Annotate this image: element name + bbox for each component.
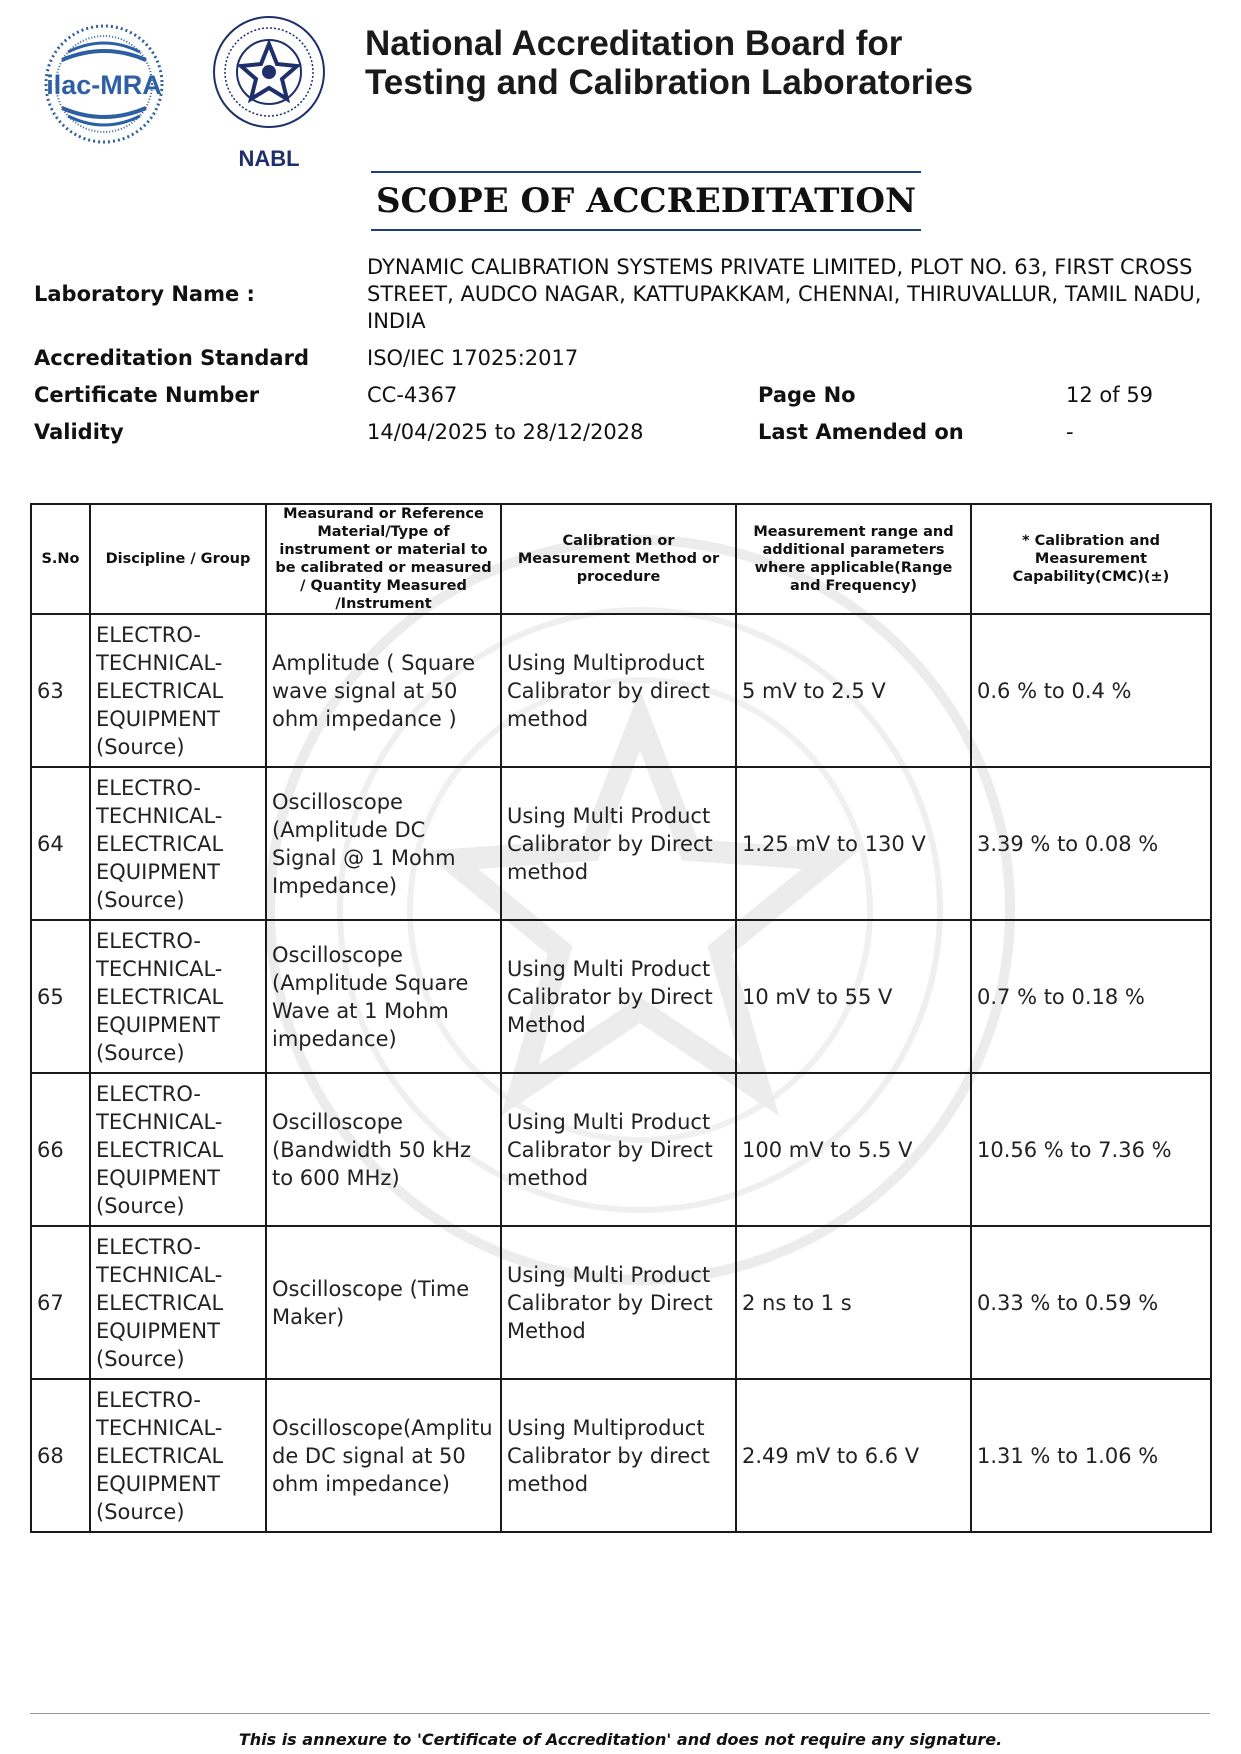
cell-range: 5 mV to 2.5 V	[736, 614, 971, 767]
cell-method: Using Multi Product Calibrator by Direct Method	[501, 920, 736, 1073]
cell-sno: 64	[31, 767, 90, 920]
cell-range: 2.49 mV to 6.6 V	[736, 1379, 971, 1532]
page-number-value: 12 of 59	[1066, 383, 1154, 407]
cell-sno: 67	[31, 1226, 90, 1379]
table-row	[31, 1226, 1211, 1379]
cell-cmc: 0.7 % to 0.18 %	[971, 920, 1211, 1073]
cell-measurand: Oscilloscope (Bandwidth 50 kHz to 600 MHz)	[266, 1073, 501, 1226]
page-number-label: Page No	[758, 383, 856, 407]
last-amended-label: Last Amended on	[758, 420, 964, 444]
nabl-logo	[214, 17, 324, 171]
cell-range: 1.25 mV to 130 V	[736, 767, 971, 920]
cell-sno: 66	[31, 1073, 90, 1226]
cell-measurand: Oscilloscope (Time Maker)	[266, 1226, 501, 1379]
column-header-sno: S.No	[31, 504, 90, 614]
cell-discipline: ELECTRO-TECHNICAL-ELECTRICAL EQUIPMENT (Source)	[90, 1073, 266, 1226]
cell-range: 2 ns to 1 s	[736, 1226, 971, 1379]
accreditation-standard-value: ISO/IEC 17025:2017	[367, 346, 579, 370]
laboratory-name-value	[367, 254, 1217, 335]
cell-cmc: 10.56 % to 7.36 %	[971, 1073, 1211, 1226]
cell-method: Using Multiproduct Calibrator by direct method	[501, 1379, 736, 1532]
table-row	[31, 767, 1211, 920]
nabl-logo-text: NABL	[238, 146, 300, 171]
laboratory-name-line3: INDIA	[367, 309, 426, 333]
cell-method: Using Multi Product Calibrator by Direct Method	[501, 1226, 736, 1379]
cell-cmc: 0.6 % to 0.4 %	[971, 614, 1211, 767]
table-row	[31, 920, 1211, 1073]
cell-method: Using Multi Product Calibrator by Direct method	[501, 767, 736, 920]
validity-value: 14/04/2025 to 28/12/2028	[367, 420, 644, 444]
footer-divider	[30, 1713, 1210, 1714]
table-row	[31, 1073, 1211, 1226]
cell-discipline: ELECTRO-TECHNICAL-ELECTRICAL EQUIPMENT (Source)	[90, 920, 266, 1073]
cell-cmc: 0.33 % to 0.59 %	[971, 1226, 1211, 1379]
cell-cmc: 3.39 % to 0.08 %	[971, 767, 1211, 920]
organization-name-line1: National Accreditation Board for	[365, 24, 903, 63]
cell-discipline: ELECTRO-TECHNICAL-ELECTRICAL EQUIPMENT (Source)	[90, 1226, 266, 1379]
cell-range: 10 mV to 55 V	[736, 920, 971, 1073]
column-header-cmc: * Calibration and Measurement Capability(CMC)(±)	[971, 504, 1211, 614]
page-title: SCOPE OF ACCREDITATION	[371, 171, 921, 231]
column-header-method: Calibration or Measurement Method or procedure	[501, 504, 736, 614]
certificate-number-label: Certificate Number	[34, 383, 260, 407]
validity-label: Validity	[34, 420, 124, 444]
laboratory-name-line1: DYNAMIC CALIBRATION SYSTEMS PRIVATE LIMITED, PLOT NO. 63, FIRST CROSS	[367, 255, 1193, 279]
last-amended-value: -	[1066, 420, 1074, 444]
cell-discipline: ELECTRO-TECHNICAL-ELECTRICAL EQUIPMENT (Source)	[90, 767, 266, 920]
accreditation-standard-label: Accreditation Standard	[34, 346, 309, 370]
laboratory-name-label: Laboratory Name :	[34, 282, 255, 306]
cell-measurand: Amplitude ( Square wave signal at 50 ohm impedance )	[266, 614, 501, 767]
table-row	[31, 614, 1211, 767]
scope-table	[30, 503, 1212, 1533]
cell-method: Using Multiproduct Calibrator by direct method	[501, 614, 736, 767]
laboratory-name-line2: STREET, AUDCO NAGAR, KATTUPAKKAM, CHENNAI, THIRUVALLUR, TAMIL NADU,	[367, 282, 1202, 306]
footer-note: This is annexure to 'Certificate of Accreditation' and does not require any signature.	[238, 1730, 1003, 1749]
cell-measurand: Oscilloscope (Amplitude DC Signal @ 1 Mohm Impedance)	[266, 767, 501, 920]
cell-discipline: ELECTRO-TECHNICAL-ELECTRICAL EQUIPMENT (Source)	[90, 614, 266, 767]
column-header-range: Measurement range and additional parameters where applicable(Range and Frequency)	[736, 504, 971, 614]
cell-sno: 63	[31, 614, 90, 767]
column-header-discipline: Discipline / Group	[90, 504, 266, 614]
logo-group	[44, 12, 344, 172]
cell-discipline: ELECTRO-TECHNICAL-ELECTRICAL EQUIPMENT (Source)	[90, 1379, 266, 1532]
ilac-mra-logo	[46, 26, 162, 142]
column-header-measurand: Measurand or Reference Material/Type of instrument or material to be calibrated or measured / Quantity Measured /Instrument	[266, 504, 501, 614]
cell-sno: 65	[31, 920, 90, 1073]
table-row	[31, 1379, 1211, 1532]
cell-range: 100 mV to 5.5 V	[736, 1073, 971, 1226]
logo-graphics	[44, 12, 344, 172]
cell-measurand: Oscilloscope (Amplitude Square Wave at 1 Mohm impedance)	[266, 920, 501, 1073]
ilac-logo-text: ilac-MRA	[46, 70, 162, 100]
cell-cmc: 1.31 % to 1.06 %	[971, 1379, 1211, 1532]
cell-measurand: Oscilloscope(Amplitude DC signal at 50 ohm impedance)	[266, 1379, 501, 1532]
certificate-number-value: CC-4367	[367, 383, 458, 407]
cell-sno: 68	[31, 1379, 90, 1532]
cell-method: Using Multi Product Calibrator by Direct method	[501, 1073, 736, 1226]
organization-name-line2: Testing and Calibration Laboratories	[365, 63, 974, 102]
table-header-row	[31, 504, 1211, 614]
organization-name	[365, 24, 1005, 102]
